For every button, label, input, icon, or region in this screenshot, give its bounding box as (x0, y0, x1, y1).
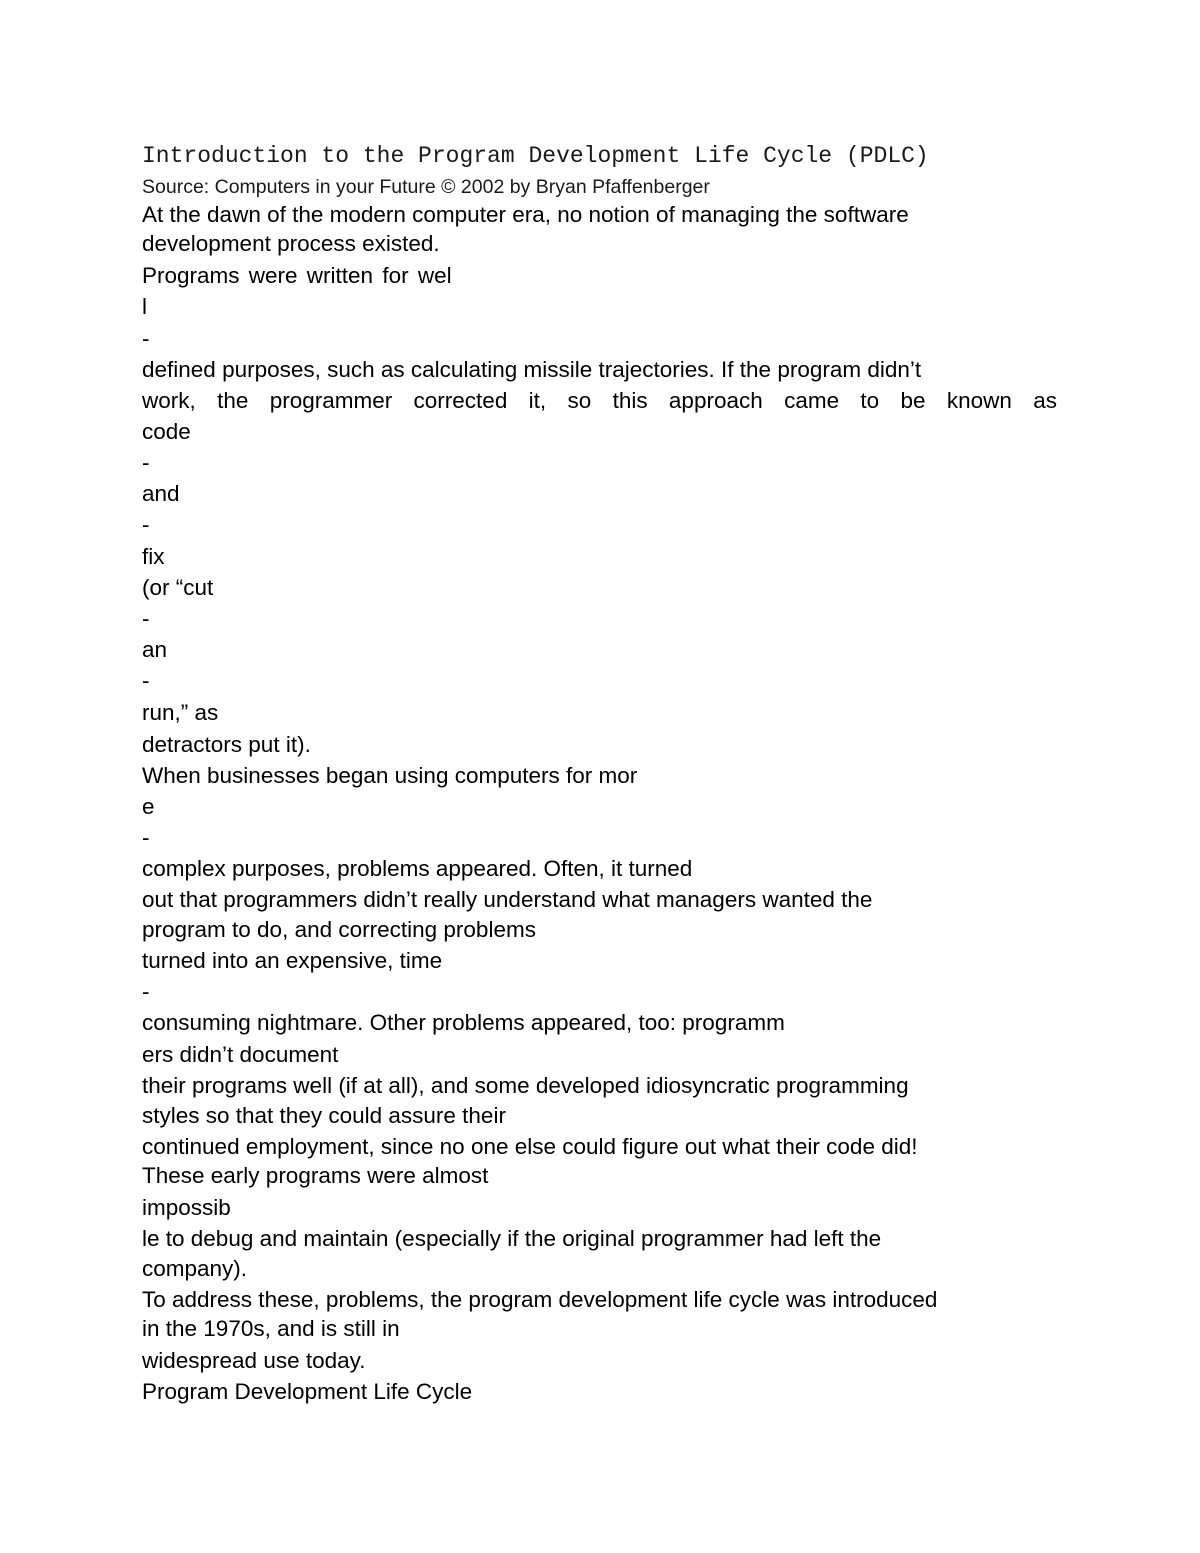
body-line: code (142, 419, 191, 444)
body-line: impossib (142, 1195, 231, 1220)
body-line: Program Development Life Cycle (142, 1379, 473, 1404)
body-line: (or “cut (142, 575, 214, 600)
body-line: When businesses began using computers for mor (142, 763, 638, 788)
body-line: detractors put it). (142, 732, 311, 757)
body-line: program to do, and correcting problems (142, 917, 536, 942)
body-line: their programs well (if at all), and some developed idiosyncratic programming (142, 1073, 909, 1098)
body-line: defined purposes, such as calculating missile trajectories. If the program didn’t (142, 357, 922, 382)
body-line: - (142, 825, 150, 850)
body-line: At the dawn of the modern computer era, no notion of managing the software (142, 202, 909, 227)
body-line: and (142, 481, 180, 506)
body-line: - (142, 979, 150, 1004)
body-line: - (142, 512, 150, 537)
body-line: continued employment, since no one else could figure out what their code did! (142, 1134, 918, 1159)
body-line: an (142, 637, 168, 662)
body-line: styles so that they could assure their (142, 1103, 506, 1128)
body-line: run,” as (142, 700, 219, 725)
body-line: company). (142, 1256, 248, 1281)
body-line: ers didn’t document (142, 1042, 339, 1067)
body-line: fix (142, 544, 165, 569)
body-line: development process existed. (142, 231, 440, 256)
body-line: turned into an expensive, time (142, 948, 443, 973)
body-line: work, the programmer corrected it, so this approach came to be known as (142, 388, 1057, 413)
document-title: Introduction to the Program Development Life Cycle (PDLC) (142, 143, 929, 169)
body-line: - (142, 668, 150, 693)
document-source: Source: Computers in your Future © 2002 by Bryan Pfaffenberger (142, 176, 710, 198)
body-line: - (142, 606, 150, 631)
body-line: - (142, 326, 150, 351)
body-line: complex purposes, problems appeared. Often, it turned (142, 856, 693, 881)
body-line: Programs were written for wel (142, 263, 452, 288)
body-line: le to debug and maintain (especially if the original programmer had left the (142, 1226, 882, 1251)
body-line: These early programs were almost (142, 1163, 489, 1188)
body-line: out that programmers didn’t really understand what managers wanted the (142, 887, 873, 912)
body-line: l (142, 294, 147, 319)
body-line: e (142, 794, 155, 819)
body-line: - (142, 450, 150, 475)
body-line: consuming nightmare. Other problems appeared, too: programm (142, 1010, 785, 1035)
body-line: widespread use today. (142, 1348, 366, 1373)
body-line: in the 1970s, and is still in (142, 1316, 400, 1341)
body-line: To address these, problems, the program development life cycle was introduced (142, 1287, 938, 1312)
